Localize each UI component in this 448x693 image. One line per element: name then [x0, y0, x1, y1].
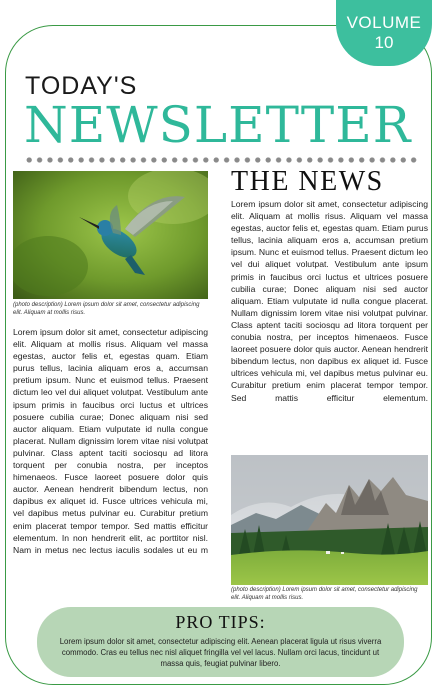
pro-tips-body: Lorem ipsum dolor sit amet, consectetur adipiscing elit. Aenean placerat ligula ut risus viverra commodo. Cras eu tellus nec nisl aliquet fringilla vel vel lacus. Nullam orci lacus, tincidunt ut massa quis, feugiat pulvinar libero.: [59, 637, 382, 668]
right-photo-caption: (photo description) Lorem ipsum dolor sit amet, consectetur adipiscing elit. Aliquam at mollis risus.: [231, 587, 418, 601]
left-article-body: Lorem ipsum dolor sit amet, consectetur adipiscing elit. Aliquam at mollis risus. Aliquam vel massa egestas, auctor felis et, egestas quam. Etiam purus tellus, lacinia aliquam eros a, accumsan pretium ipsum. Nunc et euismod tellus. Praesent dictum leo vel dui aliquet volutpat. Vestibulum ante ipsum primis in faucibus orci luctus et ultrices posuere cubilia curae; Donec aliquam nisi sed auctor aliquam. Etiam vulputate id nulla congue placerat. Nullam dignissim lorem vitae nisi volutpat pulvinar. Class aptent taciti sociosqu ad litora torquent per conubia nostra, per inceptos himenaeos. Fusce laoreet posuere dolor quis auctor. Aenean hendrerit bibendum lectus, non dapibus ex aliquet id. Fusce ultrices vehicula mi, vel dapibus metus pulvinar eu. Curabitur pretium enim placerat tempor tempor. Sed mattis efficitur elementum. In non hendrerit elit, ac porttitor nisl. Nam in metus nec lectus iaculis sodales ut eu m: [13, 327, 208, 555]
pro-tips-box: [37, 607, 404, 677]
left-photo-caption: (photo description) Lorem ipsum dolor sit amet, consectetur adipiscing elit. Aliquam at mollis risus.: [13, 302, 200, 316]
volume-label: VOLUME: [346, 13, 422, 32]
right-article-body: Lorem ipsum dolor sit amet, consectetur adipiscing elit. Aliquam at mollis risus. Aliquam vel massa egestas, auctor felis et, egestas quam. Etiam purus tellus, lacinia aliquam eros a, accumsan pretium ipsum. Nunc et euismod tellus. Praesent dictum leo vel dui aliquet volutpat. Vestibulum ante ipsum primis in faucibus orci luctus et ultrices posuere cubilia curae; Donec aliquam nisi sed auctor aliquam. Etiam vulputate id nulla congue placerat. Nullam dignissim lorem vitae nisi volutpat pulvinar. Class aptent taciti sociosqu ad litora torquent per conubia nostra, per inceptos himenaeos. Fusce laoreet posuere dolor quis auctor. Aenean hendrerit bibendum lectus, non dapibus ex aliquet id. Fusce ultrices vehicula mi, vel dapibus metus pulvinar eu. Curabitur pretium enim placerat tempor tempor. Sed mattis efficitur elementum.: [231, 199, 428, 403]
newsletter-title: NEWSLETTER: [24, 96, 412, 154]
pro-tips-title: PRO TIPS:: [175, 612, 266, 632]
hummingbird-photo: [13, 171, 208, 299]
mountain-photo: [231, 455, 428, 585]
news-section-title: THE NEWS: [231, 166, 384, 197]
volume-number: 10: [374, 33, 394, 52]
todays-heading: TODAY'S: [25, 72, 138, 100]
dotted-divider: [24, 156, 420, 164]
